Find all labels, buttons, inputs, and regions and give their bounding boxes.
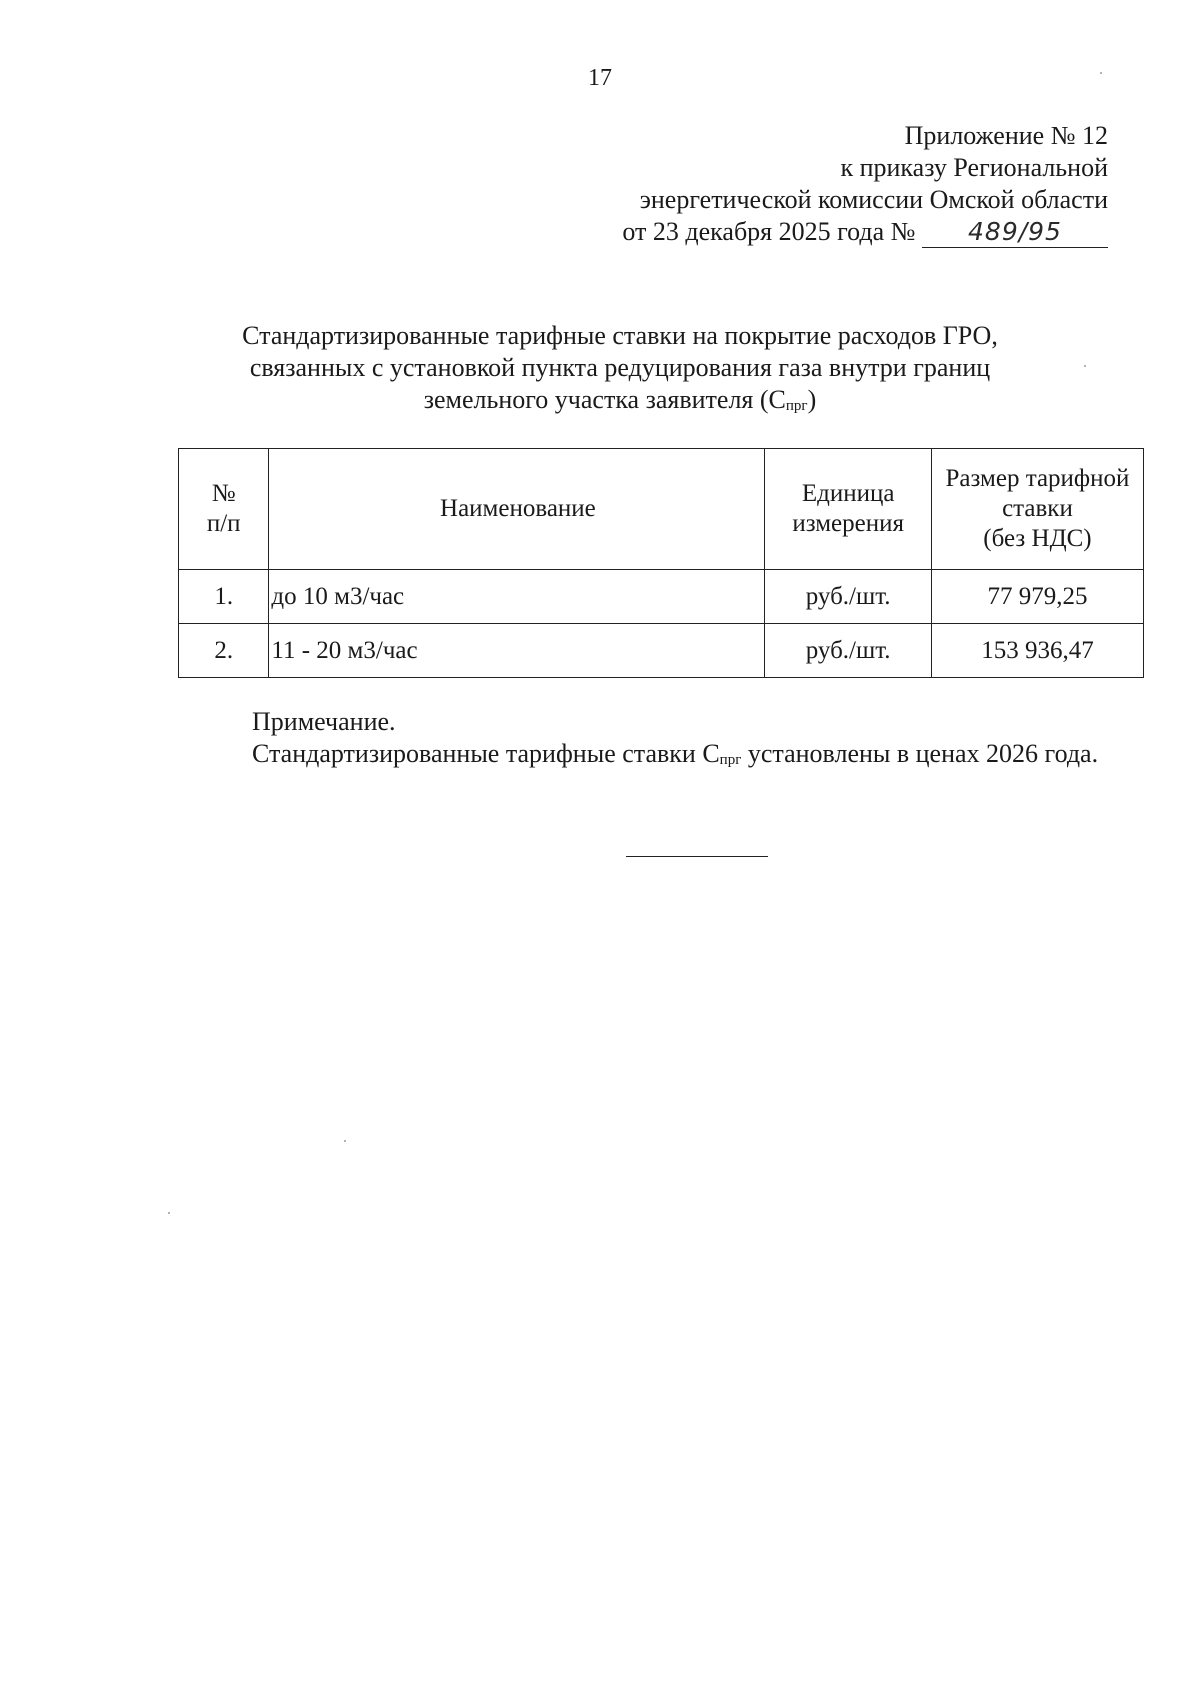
scan-speck xyxy=(1084,365,1086,367)
row-name: 11 - 20 м3/час xyxy=(269,624,765,678)
row-unit: руб./шт. xyxy=(765,570,932,624)
header-name: Наименование xyxy=(269,449,765,570)
title-line-1: Стандартизированные тарифные ставки на покрытие расходов ГРО, xyxy=(242,321,998,350)
row-name: до 10 м3/час xyxy=(269,570,765,624)
row-rate: 77 979,25 xyxy=(931,570,1143,624)
header-rate xyxy=(931,449,1143,570)
note-text xyxy=(178,738,1144,776)
title-line-2: связанных с установкой пункта редуцирования газа внутри границ xyxy=(249,353,991,382)
end-divider xyxy=(626,856,768,857)
order-number-handwritten: 489/95 xyxy=(922,217,1108,248)
scan-speck xyxy=(344,1140,346,1142)
header-number xyxy=(179,449,269,570)
appendix-line-4 xyxy=(622,216,1108,248)
appendix-line-1: Приложение № 12 xyxy=(904,121,1108,150)
scan-speck xyxy=(168,1212,170,1214)
header-unit-line-2: измерения xyxy=(792,510,904,537)
header-rate-line-3: (без НДС) xyxy=(983,525,1092,552)
order-date-text: от 23 декабря 2025 года № xyxy=(622,217,916,246)
table-row xyxy=(179,624,1144,678)
appendix-line-2: к приказу Региональной xyxy=(840,153,1108,182)
header-rate-line-1: Размер тарифной xyxy=(945,465,1130,492)
row-unit: руб./шт. xyxy=(765,624,932,678)
note-subscript: прг xyxy=(719,752,742,768)
row-rate: 153 936,47 xyxy=(931,624,1143,678)
header-number-sign: № xyxy=(211,480,236,507)
header-unit-line-1: Единица xyxy=(801,480,895,507)
header-unit xyxy=(765,449,932,570)
title-line-3 xyxy=(180,384,1060,422)
page-number: 17 xyxy=(588,65,612,91)
table-row xyxy=(179,570,1144,624)
note-block xyxy=(178,706,1144,776)
title-subscript: прг xyxy=(785,398,808,414)
header-number-label: п/п xyxy=(206,510,241,537)
note-heading: Примечание. xyxy=(252,707,396,736)
header-rate-line-2: ставки xyxy=(1002,495,1073,522)
title-line-3-text: земельного участка заявителя (С xyxy=(423,385,786,414)
document-title xyxy=(180,320,1060,422)
tariff-table xyxy=(178,448,1144,678)
note-text-start: Стандартизированные тарифные ставки С xyxy=(252,739,720,768)
table-header-row xyxy=(179,449,1144,570)
appendix-header xyxy=(622,120,1108,248)
row-number: 1. xyxy=(179,570,269,624)
row-number: 2. xyxy=(179,624,269,678)
appendix-line-3: энергетической комиссии Омской области xyxy=(639,185,1108,214)
title-line-3-end: ) xyxy=(807,385,817,414)
note-text-end: установлены в ценах 2026 года. xyxy=(741,739,1099,768)
scan-speck xyxy=(1100,72,1102,74)
